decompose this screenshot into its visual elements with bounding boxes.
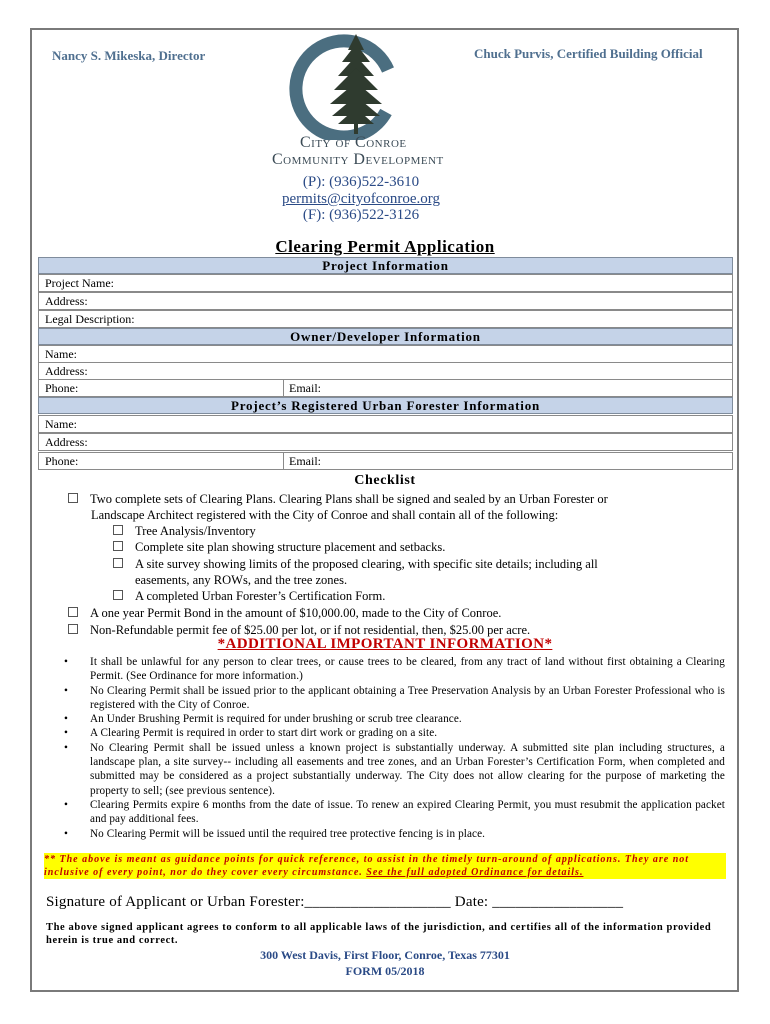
checkbox-icon[interactable] xyxy=(68,624,78,634)
checklist-item-plans[interactable] xyxy=(68,491,608,507)
checkbox-icon[interactable] xyxy=(68,493,78,503)
checklist-sub-site-survey[interactable] xyxy=(113,556,598,572)
forester-name-label: Name: xyxy=(45,417,77,431)
forester-name-field[interactable] xyxy=(38,415,733,433)
owner-phone-label: Phone: xyxy=(45,381,79,395)
checkbox-icon[interactable] xyxy=(113,558,123,568)
owner-address-label: Address: xyxy=(45,364,88,378)
additional-info-heading: *ADDITIONAL IMPORTANT INFORMATION* xyxy=(217,636,553,652)
checklist-sub-site-survey-text: A site survey showing limits of the proposed clearing, with specific site details; including all xyxy=(135,557,598,571)
project-name-label: Project Name: xyxy=(45,276,114,290)
checklist-sub-certification[interactable] xyxy=(113,588,385,604)
city-logo xyxy=(268,30,458,226)
forester-info-heading: Project’s Registered Urban Forester Information xyxy=(38,397,733,414)
legal-description-field[interactable] xyxy=(38,310,733,328)
checkbox-icon[interactable] xyxy=(113,590,123,600)
form-number: FORM 05/2018 xyxy=(345,964,425,978)
owner-name-label: Name: xyxy=(45,347,77,361)
project-address-label: Address: xyxy=(45,294,88,308)
legal-description-label: Legal Description: xyxy=(45,312,135,326)
logo-phone: (P): (936)522-3610 xyxy=(302,174,420,190)
checkbox-icon[interactable] xyxy=(68,607,78,617)
form-title: Clearing Permit Application xyxy=(275,237,495,256)
list-item: • An Under Brushing Permit is required for under brushing or scrub tree clearance. xyxy=(40,712,725,726)
checklist-sub-tree-analysis-text: Tree Analysis/Inventory xyxy=(135,524,256,538)
checkbox-icon[interactable] xyxy=(113,541,123,551)
checklist-item-plans-text: Two complete sets of Clearing Plans. Clearing Plans shall be signed and sealed by an Urban Forester or xyxy=(90,492,608,506)
checklist-item-bond[interactable] xyxy=(68,605,501,621)
footer-address: 300 West Davis, First Floor, Conroe, Texas 77301 xyxy=(260,948,510,962)
checklist-item-plans-cont: Landscape Architect registered with the City of Conroe and shall contain all of the following: xyxy=(91,508,559,522)
forester-phone-label: Phone: xyxy=(45,454,79,468)
forester-address-field[interactable] xyxy=(38,433,733,451)
owner-phone-email-row[interactable] xyxy=(38,379,733,397)
agreement-statement: The above signed applicant agrees to conform to all applicable laws of the jurisdiction, and certifies all of the information provided herein is true and correct. xyxy=(46,922,712,946)
project-name-field[interactable] xyxy=(38,274,733,292)
checklist-sub-site-plan-text: Complete site plan showing structure placement and setbacks. xyxy=(135,540,446,554)
list-item: • A Clearing Permit is required in order to start dirt work or grading on a site. xyxy=(40,726,725,740)
checklist-sub-site-plan[interactable] xyxy=(113,539,445,555)
checklist-sub-site-survey-cont: easements, any ROWs, and the tree zones. xyxy=(135,573,348,587)
checkbox-icon[interactable] xyxy=(113,525,123,535)
pine-tree-c-logo-icon xyxy=(268,30,458,140)
checklist-sub-certification-text: A completed Urban Forester’s Certification Form. xyxy=(135,589,386,603)
checklist-item-fee-text: Non-Refundable permit fee of $25.00 per lot, or if not residential, then, $25.00 per acre. xyxy=(90,623,531,637)
guidance-note xyxy=(44,853,726,879)
forester-address-label: Address: xyxy=(45,435,88,449)
logo-department-name: Community Development xyxy=(272,151,444,168)
owner-email-label[interactable]: Email: xyxy=(283,380,321,396)
list-item: • No Clearing Permit will be issued until the required tree protective fencing is in place. xyxy=(40,827,725,841)
list-item: • No Clearing Permit shall be issued prior to the applicant obtaining a Tree Preservation Analysis by an Urban Forester Professional who is registered with the City of Conroe. xyxy=(40,684,725,713)
project-address-field[interactable] xyxy=(38,292,733,310)
project-info-heading: Project Information xyxy=(38,257,733,274)
logo-city-name: City of Conroe xyxy=(300,134,407,151)
owner-name-field[interactable] xyxy=(38,345,733,363)
forester-email-label[interactable]: Email: xyxy=(283,453,321,469)
ordinance-link[interactable]: See the full adopted Ordinance for details. xyxy=(366,867,584,878)
signature-line[interactable]: Signature of Applicant or Urban Forester:___________________ Date: _________________ xyxy=(46,894,624,910)
list-item: • No Clearing Permit shall be issued unless a known project is substantially underway. A submitted site plan including structures, a landscape plan, a site survey-- including all easements and tree zones, and an Urban Forester’s Certification Form, when completed and submitted may be considered as a project substantially underway. The City does not allow clearing for the purpose of marketing the property to sell; (see previous sentence). xyxy=(40,741,725,798)
director-name: Nancy S. Mikeska, Director xyxy=(52,48,206,63)
building-official-name: Chuck Purvis, Certified Building Official xyxy=(474,46,703,61)
logo-fax: (F): (936)522-3126 xyxy=(302,207,420,223)
list-item: • Clearing Permits expire 6 months from the date of issue. To renew an expired Clearing Permit, you must resubmit the application packet and pay additional fees. xyxy=(40,798,725,827)
additional-info-list xyxy=(40,655,725,841)
checklist-item-bond-text: A one year Permit Bond in the amount of $10,000.00, made to the City of Conroe. xyxy=(90,606,502,620)
owner-address-field[interactable] xyxy=(38,362,733,380)
checklist-sub-tree-analysis[interactable] xyxy=(113,523,256,539)
guidance-note-text: ** The above is meant as guidance points for quick reference, to assist in the timely turn-around of applications. They are not inclusive of every point, nor do they cover every circumstance. xyxy=(44,854,690,878)
checklist-heading: Checklist xyxy=(354,473,416,488)
owner-info-heading: Owner/Developer Information xyxy=(38,328,733,345)
forester-phone-email-row[interactable] xyxy=(38,452,733,470)
list-item: • It shall be unlawful for any person to clear trees, or cause trees to be cleared, from any tract of land without first obtaining a Clearing Permit. (See Ordinance for more information.) xyxy=(40,655,725,684)
logo-email-link[interactable]: permits@cityofconroe.org xyxy=(281,191,441,207)
